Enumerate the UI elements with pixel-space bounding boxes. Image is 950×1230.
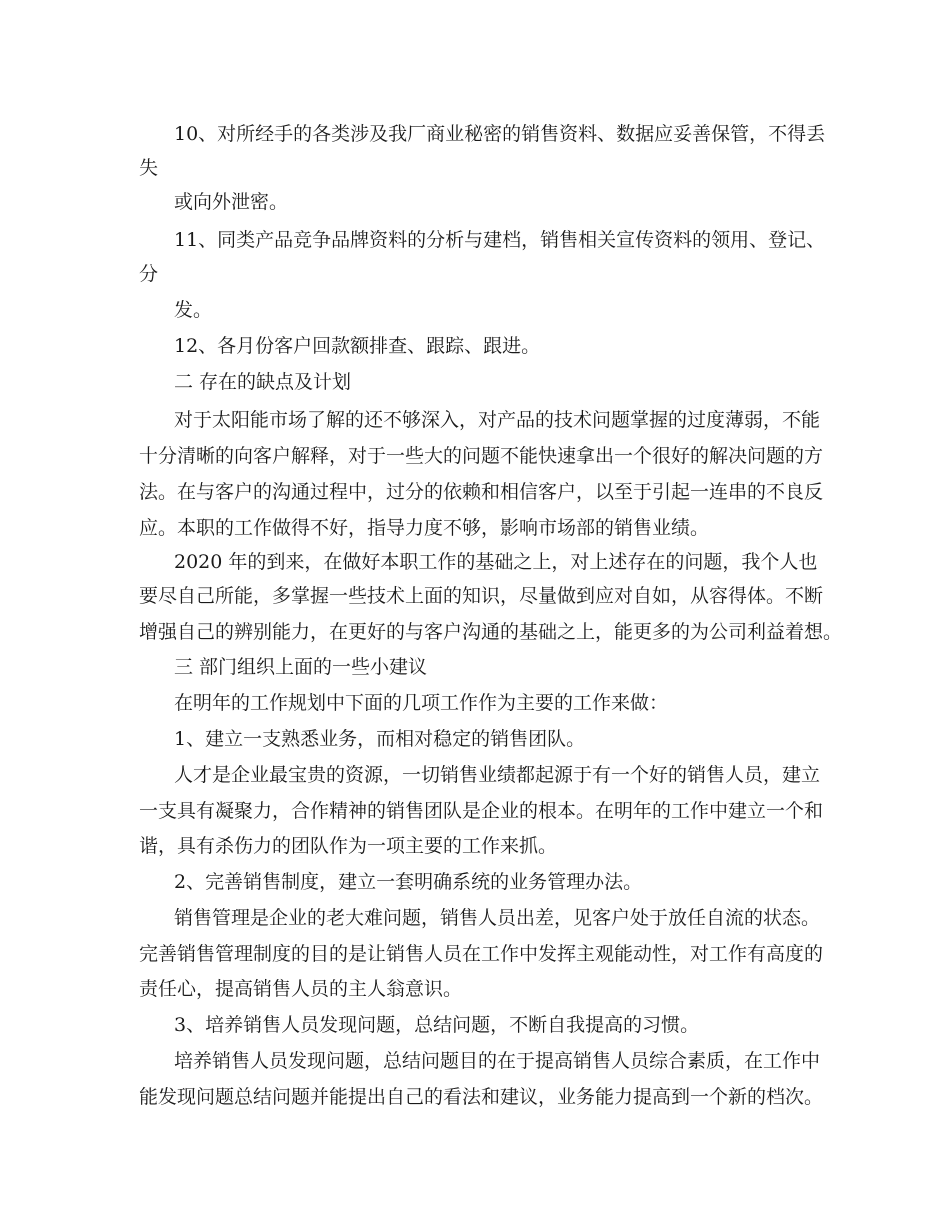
text-line: 人才是企业最宝贵的资源，一切销售业绩都起源于有一个好的销售人员，建立 bbox=[174, 764, 821, 786]
text-line: 销售管理是企业的老大难问题，销售人员出差，见客户处于放任自流的状态。 bbox=[174, 907, 821, 929]
text-line: 完善销售管理制度的目的是让销售人员在工作中发挥主观能动性，对工作有高度的 bbox=[139, 943, 824, 965]
text-line: 11、同类产品竞争品牌资料的分析与建档，销售相关宣传资料的领用、登记、 bbox=[174, 229, 826, 251]
text-line: 谐，具有杀伤力的团队作为一项主要的工作来抓。 bbox=[139, 835, 558, 857]
text-line: 12、各月份客户回款额排查、跟踪、跟进。 bbox=[174, 335, 541, 357]
text-line: 10、对所经手的各类涉及我厂商业秘密的销售资料、数据应妥善保管，不得丢 bbox=[174, 123, 826, 145]
text-line: 2、完善销售制度，建立一套明确系统的业务管理办法。 bbox=[174, 871, 643, 893]
text-line: 一支具有凝聚力，合作精神的销售团队是企业的根本。在明年的工作中建立一个和 bbox=[139, 800, 824, 822]
text-line: 发。 bbox=[174, 299, 213, 321]
text-line: 或向外泄密。 bbox=[174, 191, 289, 213]
text-line: 应。本职的工作做得不好，指导力度不够，影响市场部的销售业绩。 bbox=[139, 517, 710, 539]
text-line: 法。在与客户的沟通过程中，过分的依赖和相信客户，以至于引起一连串的不良反 bbox=[139, 481, 824, 503]
text-line: 对于太阳能市场了解的还不够深入，对产品的技术问题掌握的过度薄弱，不能 bbox=[174, 409, 821, 431]
text-line: 1、建立一支熟悉业务，而相对稳定的销售团队。 bbox=[174, 728, 586, 750]
text-line: 3、培养销售人员发现问题，总结问题，不断自我提高的习惯。 bbox=[174, 1014, 700, 1036]
text-line: 十分清晰的向客户解释，对于一些大的问题不能快速拿出一个很好的解决问题的方 bbox=[139, 445, 824, 467]
text-line: 分 bbox=[139, 263, 159, 285]
text-line: 2020 年的到来，在做好本职工作的基础之上，对上述存在的问题，我个人也 bbox=[174, 551, 818, 573]
text-line: 责任心，提高销售人员的主人翁意识。 bbox=[139, 978, 463, 1000]
text-line: 能发现问题总结问题并能提出自己的看法和建议，业务能力提高到一个新的档次。 bbox=[139, 1086, 824, 1108]
text-line: 失 bbox=[139, 157, 159, 179]
section-heading: 三 部门组织上面的一些小建议 bbox=[174, 656, 428, 678]
text-line: 要尽自己所能，多掌握一些技术上面的知识，尽量做到应对自如，从容得体。不断 bbox=[139, 585, 824, 607]
text-line: 培养销售人员发现问题，总结问题目的在于提高销售人员综合素质，在工作中 bbox=[174, 1050, 821, 1072]
text-line: 增强自己的辨别能力，在更好的与客户沟通的基础之上，能更多的为公司利益着想。 bbox=[139, 621, 843, 643]
section-heading: 二 存在的缺点及计划 bbox=[174, 371, 352, 393]
text-line: 在明年的工作规划中下面的几项工作作为主要的工作来做： bbox=[174, 692, 669, 714]
